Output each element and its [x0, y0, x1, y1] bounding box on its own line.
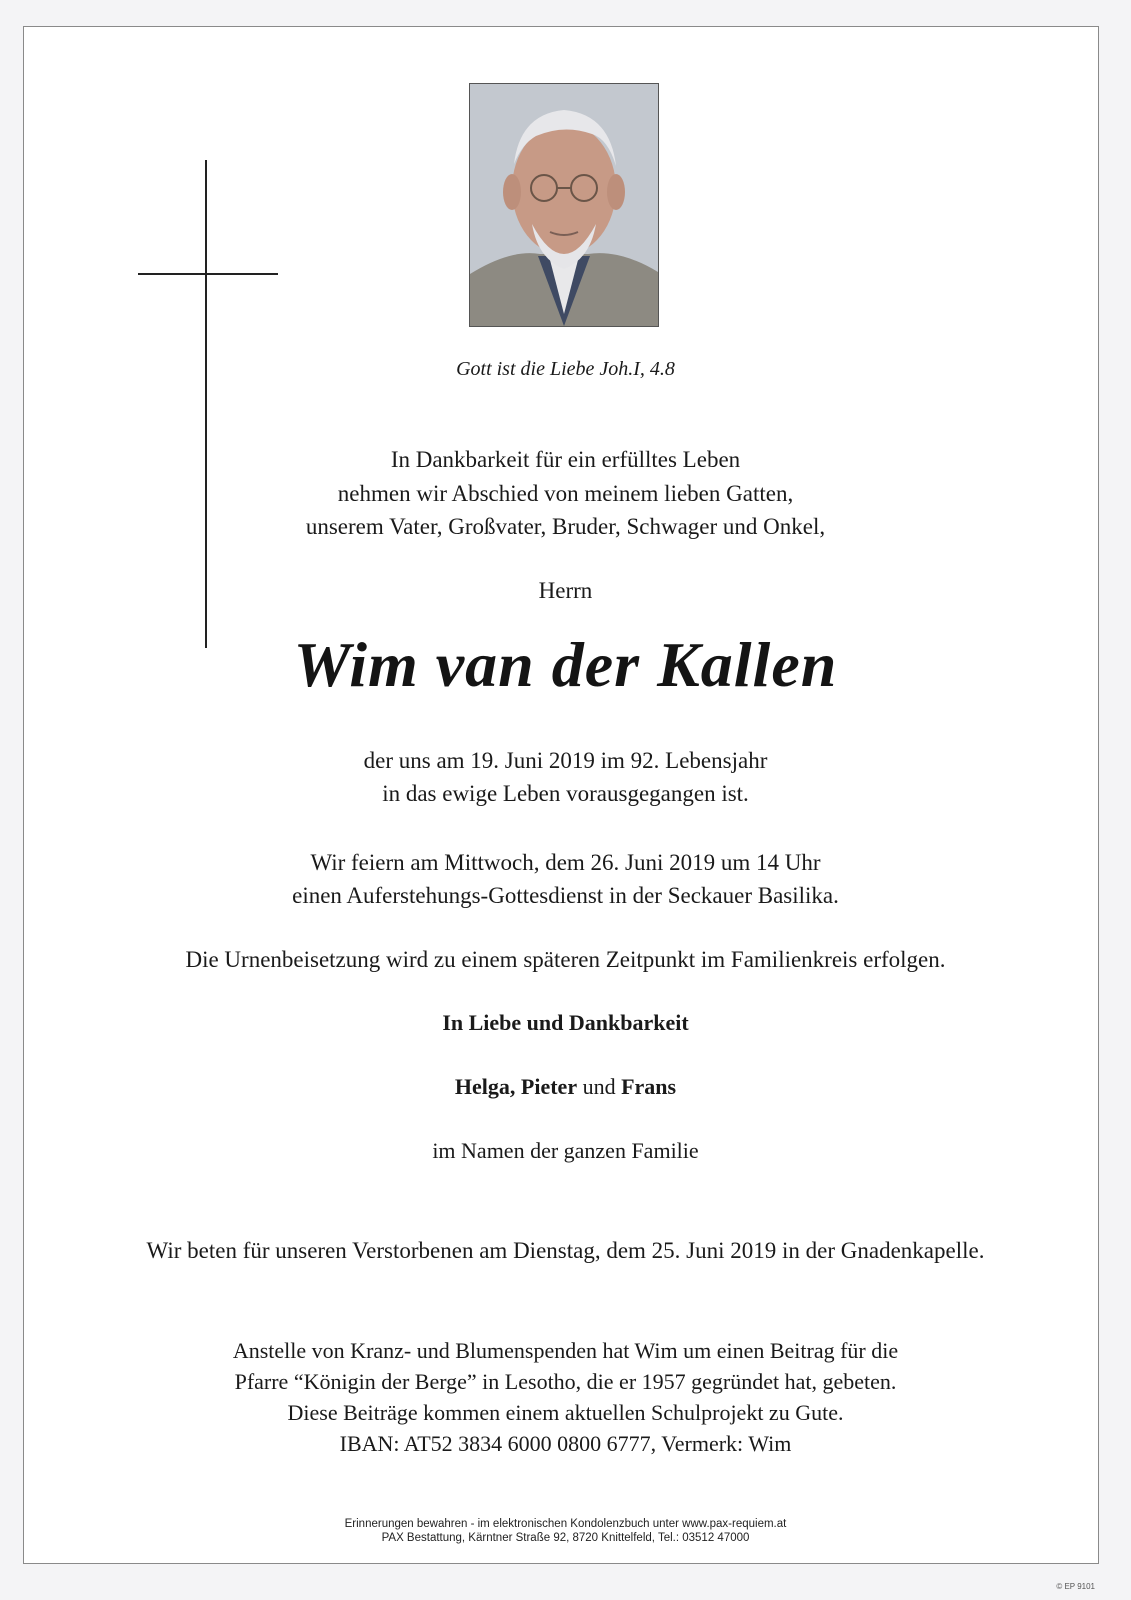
salutation: Herrn [538, 578, 593, 603]
death-line: in das ewige Leben vorausgegangen ist. [382, 781, 749, 806]
footer [0, 1517, 1131, 1545]
footer-line: Erinnerungen bewahren - im elektronischen Kondolenzbuch unter www.pax-requiem.at [344, 1518, 787, 1530]
intro-line: nehmen wir Abschied von meinem lieben Gatten, [337, 480, 794, 506]
intro-line: In Dankbarkeit für ein erfülltes Leben [390, 447, 741, 472]
print-code: © EP 9101 [1056, 1582, 1095, 1591]
mourner-connector: und [582, 1074, 616, 1099]
donation-info [0, 1335, 1131, 1459]
mourner-name: Pieter [520, 1074, 578, 1099]
urn-burial-note: Die Urnenbeisetzung wird zu einem späteren Zeitpunkt im Familienkreis erfolgen. [185, 947, 946, 972]
mourner-name: Helga, [454, 1074, 516, 1099]
death-notice [0, 744, 1131, 810]
donation-line: IBAN: AT52 3834 6000 0800 6777, Vermerk: Wim [339, 1431, 792, 1456]
service-info [0, 846, 1131, 912]
prayer-info: Wir beten für unseren Verstorbenen am Dienstag, dem 25. Juni 2019 in der Gnadenkapelle. [146, 1238, 985, 1263]
intro-text [0, 443, 1131, 544]
intro-line: unserem Vater, Großvater, Bruder, Schwager und Onkel, [305, 514, 826, 539]
bible-verse: Gott ist die Liebe Joh.I, 4.8 [456, 358, 675, 380]
service-line: Wir feiern am Mittwoch, dem 26. Juni 2019 um 14 Uhr [310, 850, 821, 875]
footer-line: PAX Bestattung, Kärntner Straße 92, 8720 Knittelfeld, Tel.: 03512 47000 [381, 1532, 750, 1544]
death-line: der uns am 19. Juni 2019 im 92. Lebensjahr [363, 748, 768, 773]
donation-line: Diese Beiträge kommen einem aktuellen Schulprojekt zu Gute. [287, 1400, 844, 1425]
portrait-photo [469, 83, 659, 327]
cross-horizontal-bar [138, 273, 278, 275]
mourners-names [0, 1074, 1131, 1100]
mourner-name: Frans [621, 1074, 677, 1099]
donation-line: Anstelle von Kranz- und Blumenspenden hat Wim um einen Beitrag für die [232, 1338, 899, 1363]
service-line: einen Auferstehungs-Gottesdienst in der Seckauer Basilika. [292, 883, 839, 908]
donation-line: Pfarre “Königin der Berge” in Lesotho, die er 1957 gegründet hat, gebeten. [234, 1369, 897, 1394]
deceased-name: Wim van der Kallen [293, 629, 838, 700]
cross-vertical-bar [205, 160, 207, 648]
family-note: im Namen der ganzen Familie [432, 1138, 699, 1163]
closing-phrase: In Liebe und Dankbarkeit [442, 1010, 689, 1035]
